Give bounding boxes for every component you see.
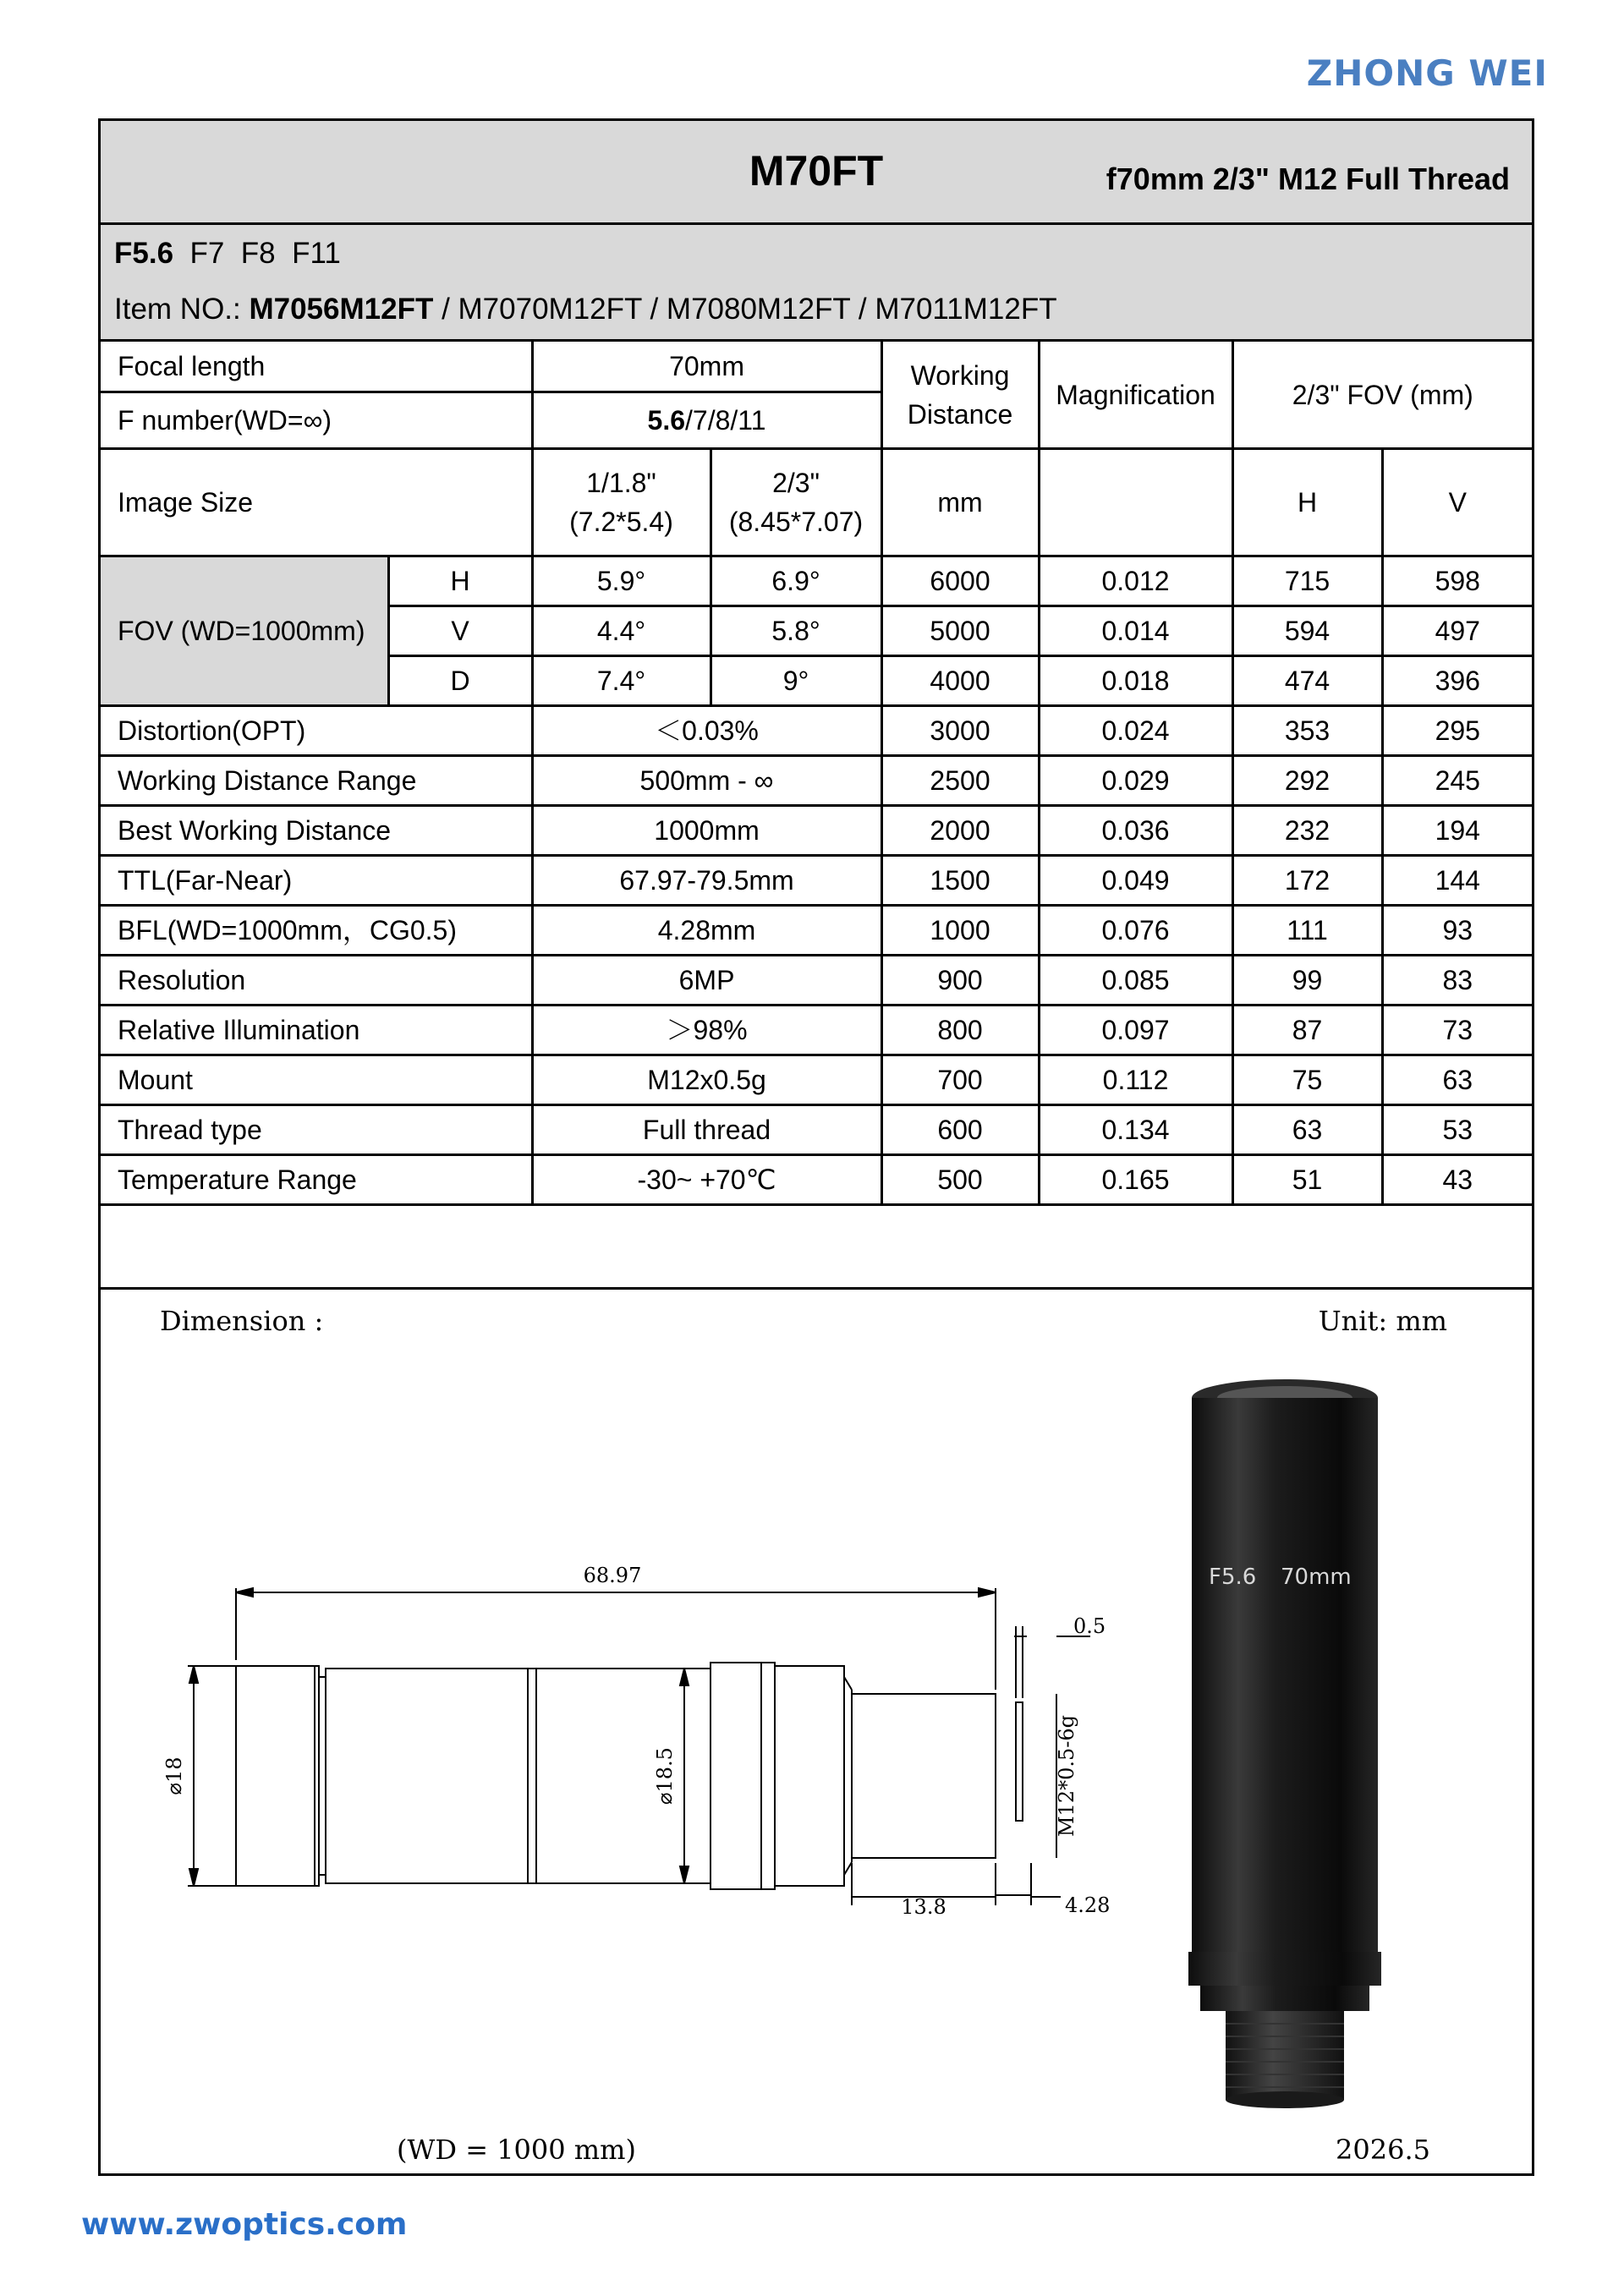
- fov-header: 2/3" FOV (mm): [1232, 342, 1532, 449]
- prop-label: BFL(WD=1000mm，CG0.5): [101, 906, 532, 956]
- wd-value: 1000: [881, 906, 1039, 956]
- dim-body-diameter: ⌀18.5: [653, 1747, 677, 1805]
- item-numbers: [114, 293, 1057, 326]
- variant-bar: [101, 225, 1532, 342]
- wd-value: 2500: [881, 756, 1039, 806]
- prop-value: 500mm - ∞: [532, 756, 881, 806]
- wd-value: 5000: [881, 606, 1039, 656]
- fov-v-value: 295: [1382, 706, 1532, 756]
- prop-label: Working Distance Range: [101, 756, 532, 806]
- fov-h-value: 292: [1232, 756, 1382, 806]
- wd-value: 500: [881, 1155, 1039, 1205]
- revision-date: 2026.5: [1336, 2134, 1430, 2166]
- image-size-label: Image Size: [101, 449, 532, 556]
- mag-value: 0.076: [1039, 906, 1232, 956]
- title-bar: [101, 121, 1532, 225]
- fnumber-label: F number(WD=∞): [101, 392, 532, 449]
- prop-label: Resolution: [101, 956, 532, 1006]
- fov-v-value: 93: [1382, 906, 1532, 956]
- fov-v-value: 43: [1382, 1155, 1532, 1205]
- wd-value: 900: [881, 956, 1039, 1006]
- fov-h-value: 87: [1232, 1006, 1382, 1055]
- wd-value: 700: [881, 1055, 1039, 1105]
- prop-value: Full thread: [532, 1105, 881, 1155]
- fnumber-bold: 5.6: [647, 405, 686, 436]
- prop-value: ＜0.03%: [532, 706, 881, 756]
- fov-v-value: 598: [1382, 556, 1532, 606]
- fov-v-value: 194: [1382, 806, 1532, 856]
- prop-value: 1000mm: [532, 806, 881, 856]
- prop-label: Best Working Distance: [101, 806, 532, 856]
- fov-h-value: 232: [1232, 806, 1382, 856]
- fov-v-value: 497: [1382, 606, 1532, 656]
- fov-v-value: 83: [1382, 956, 1532, 1006]
- dim-gap: 0.5: [1073, 1614, 1106, 1638]
- mag-value: 0.014: [1039, 606, 1232, 656]
- magnification-header: Magnification: [1039, 342, 1232, 449]
- fov-label: FOV (WD=1000mm): [101, 556, 388, 706]
- fov-col-v: V: [1382, 449, 1532, 556]
- mag-unit-blank: [1039, 449, 1232, 556]
- item-primary: M7056M12FT: [249, 293, 434, 326]
- photo-focal: 70mm: [1281, 1564, 1352, 1590]
- prop-value: M12x0.5g: [532, 1055, 881, 1105]
- fov-value-b: 6.9°: [710, 556, 881, 606]
- prop-value: -30~ +70℃: [532, 1155, 881, 1205]
- fnumber-rest: /7/8/11: [685, 405, 766, 436]
- mag-value: 0.029: [1039, 756, 1232, 806]
- mag-value: 0.097: [1039, 1006, 1232, 1055]
- fov-h-value: 51: [1232, 1155, 1382, 1205]
- fnumber-value: [532, 392, 881, 449]
- model-name: M70FT: [749, 147, 884, 195]
- prop-label: Mount: [101, 1055, 532, 1105]
- dim-total-length: 68.97: [583, 1564, 642, 1587]
- fov-h-value: 715: [1232, 556, 1382, 606]
- item-prefix: Item NO.:: [114, 293, 250, 326]
- mag-value: 0.112: [1039, 1055, 1232, 1105]
- wd-unit: mm: [881, 449, 1039, 556]
- wd-value: 6000: [881, 556, 1039, 606]
- fov-h-value: 99: [1232, 956, 1382, 1006]
- fov-value-a: 4.4°: [532, 606, 710, 656]
- fov-axis: D: [388, 656, 532, 706]
- wd-value: 800: [881, 1006, 1039, 1055]
- spec-sheet: [98, 118, 1534, 2176]
- mag-value: 0.018: [1039, 656, 1232, 706]
- fov-h-value: 111: [1232, 906, 1382, 956]
- fov-value-a: 5.9°: [532, 556, 710, 606]
- wd-header: Working Distance: [881, 342, 1039, 449]
- prop-value: 4.28mm: [532, 906, 881, 956]
- prop-value: 67.97-79.5mm: [532, 856, 881, 906]
- dimension-drawing: [134, 1542, 1149, 2032]
- fov-h-value: 172: [1232, 856, 1382, 906]
- item-others: / M7070M12FT / M7080M12FT / M7011M12FT: [433, 293, 1057, 326]
- fov-value-a: 7.4°: [532, 656, 710, 706]
- fnumber-primary: F5.6: [114, 237, 174, 270]
- website-link[interactable]: www.zwoptics.com: [81, 2207, 408, 2242]
- wd-value: 3000: [881, 706, 1039, 756]
- focal-length-label: Focal length: [101, 342, 532, 392]
- brand-logo: ZHONG WEI: [1306, 52, 1548, 94]
- mag-value: 0.085: [1039, 956, 1232, 1006]
- front-ring: [236, 1666, 319, 1886]
- spec-table: [101, 342, 1532, 1206]
- blank-row: [101, 1237, 1532, 1290]
- wd-note: (WD = 1000 mm): [397, 2134, 636, 2166]
- fov-v-value: 396: [1382, 656, 1532, 706]
- mag-value: 0.024: [1039, 706, 1232, 756]
- prop-value: ＞98%: [532, 1006, 881, 1055]
- sensor-b: 2/3" (8.45*7.07): [710, 449, 881, 556]
- prop-label: Temperature Range: [101, 1155, 532, 1205]
- wd-value: 1500: [881, 856, 1039, 906]
- dim-front-diameter: ⌀18: [162, 1756, 186, 1795]
- fov-h-value: 594: [1232, 606, 1382, 656]
- mag-value: 0.165: [1039, 1155, 1232, 1205]
- fov-v-value: 144: [1382, 856, 1532, 906]
- fov-h-value: 353: [1232, 706, 1382, 756]
- fov-h-value: 63: [1232, 1105, 1382, 1155]
- lens-photo: [1158, 1373, 1412, 2117]
- fnumber-list: [114, 237, 341, 271]
- sensor-a: 1/1.8" (7.2*5.4): [532, 449, 710, 556]
- mag-value: 0.012: [1039, 556, 1232, 606]
- dim-thread-spec: M12*0.5-6g: [1055, 1714, 1078, 1838]
- fov-col-h: H: [1232, 449, 1382, 556]
- prop-value: 6MP: [532, 956, 881, 1006]
- fov-value-b: 5.8°: [710, 606, 881, 656]
- fov-v-value: 53: [1382, 1105, 1532, 1155]
- wd-value: 600: [881, 1105, 1039, 1155]
- mag-value: 0.036: [1039, 806, 1232, 856]
- model-subtitle: f70mm 2/3" M12 Full Thread: [1106, 162, 1510, 196]
- fov-h-value: 75: [1232, 1055, 1382, 1105]
- fov-value-b: 9°: [710, 656, 881, 706]
- prop-label: TTL(Far-Near): [101, 856, 532, 906]
- fnumber-others: F7 F8 F11: [189, 237, 341, 270]
- mag-value: 0.134: [1039, 1105, 1232, 1155]
- prop-label: Relative Illumination: [101, 1006, 532, 1055]
- fov-v-value: 73: [1382, 1006, 1532, 1055]
- focal-length-value: 70mm: [532, 342, 881, 392]
- fov-v-value: 245: [1382, 756, 1532, 806]
- wd-value: 2000: [881, 806, 1039, 856]
- fov-v-value: 63: [1382, 1055, 1532, 1105]
- fov-h-value: 474: [1232, 656, 1382, 706]
- mag-value: 0.049: [1039, 856, 1232, 906]
- prop-label: Distortion(OPT): [101, 706, 532, 756]
- wd-value: 4000: [881, 656, 1039, 706]
- unit-label: Unit: mm: [1318, 1305, 1447, 1337]
- dimension-title: Dimension :: [160, 1305, 324, 1337]
- fov-axis: V: [388, 606, 532, 656]
- dim-bfl: 4.28: [1065, 1893, 1111, 1917]
- dim-thread-length: 13.8: [901, 1895, 946, 1919]
- prop-label: Thread type: [101, 1105, 532, 1155]
- fov-axis: H: [388, 556, 532, 606]
- photo-fnumber: F5.6: [1209, 1564, 1257, 1590]
